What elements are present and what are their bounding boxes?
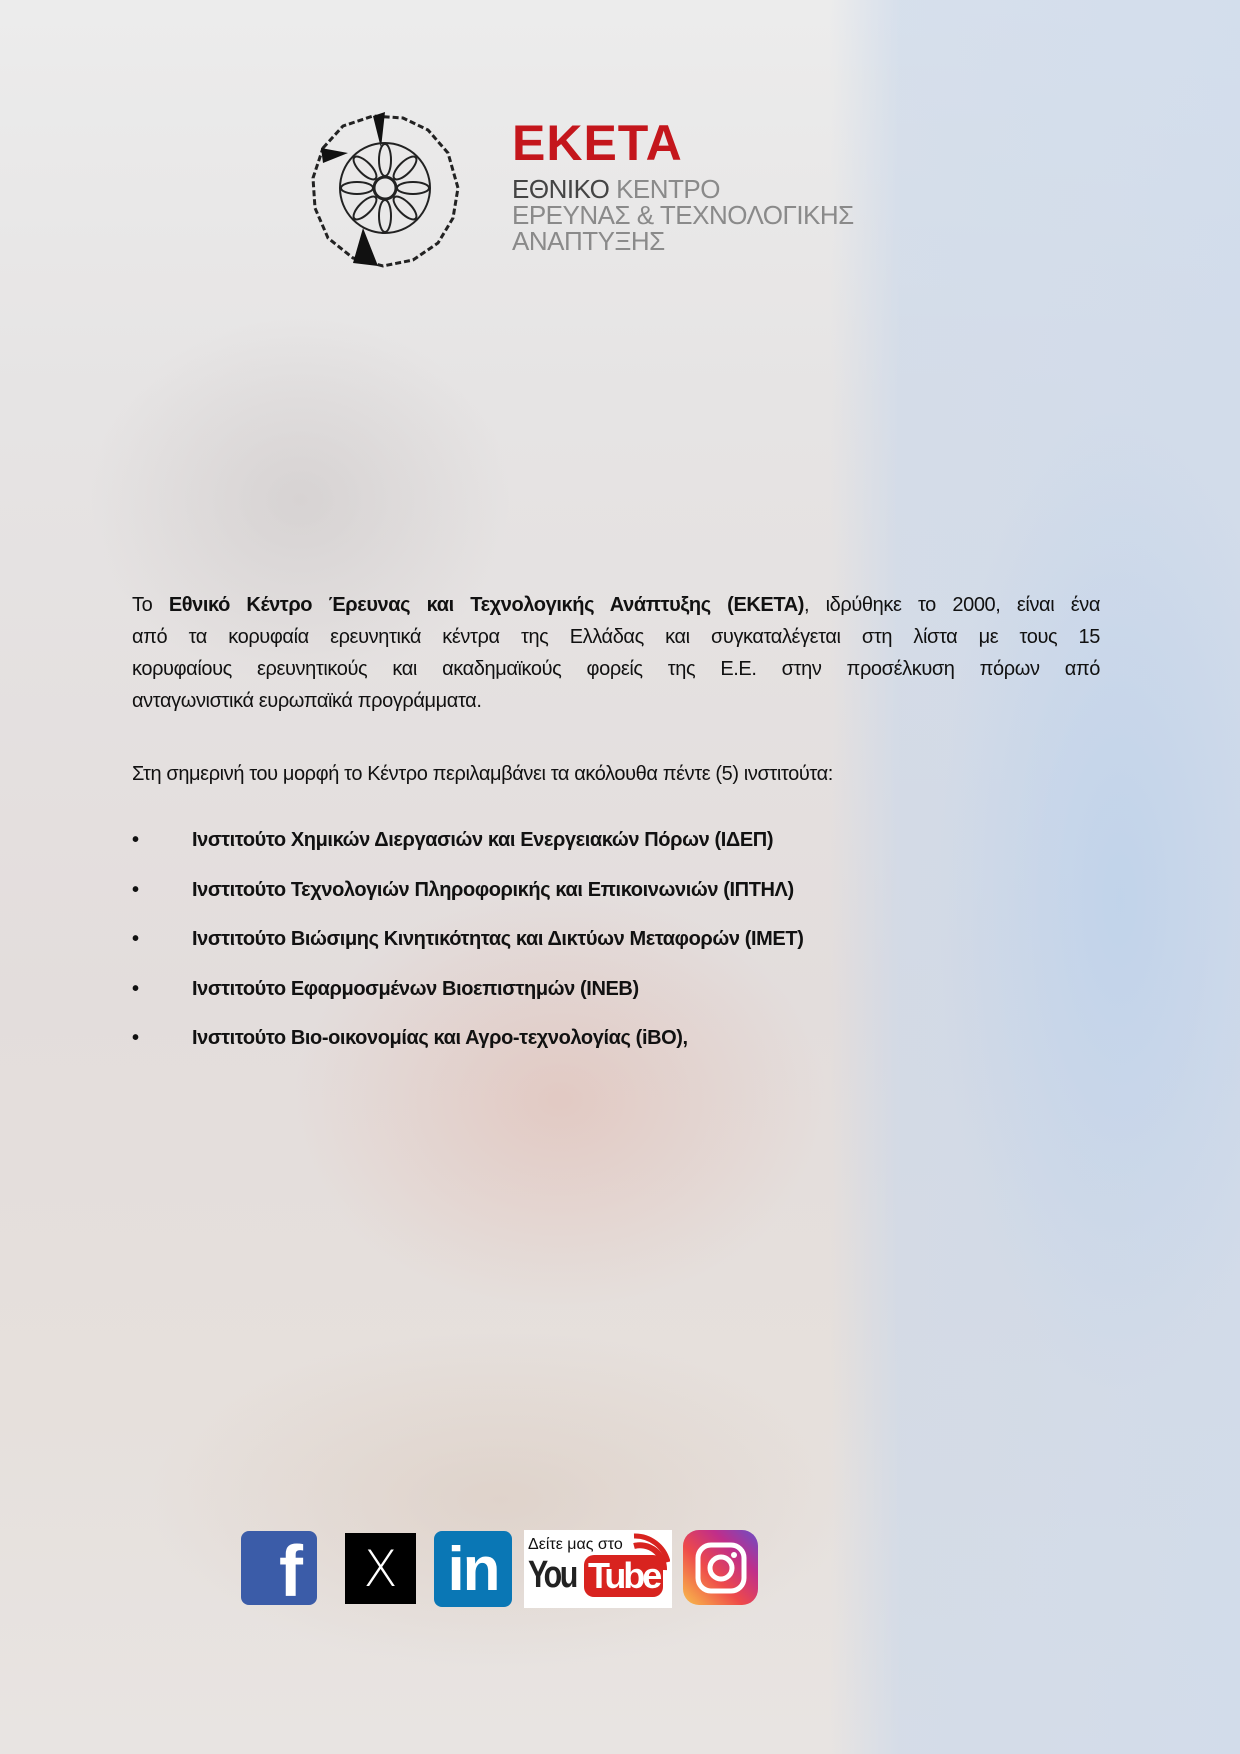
institute-name: Ινστιτούτο Τεχνολογιών Πληροφορικής και Επικοινωνιών (ΙΠΤΗΛ) (192, 878, 794, 901)
institutes-intro (132, 758, 1100, 790)
intro-line: ανταγωνιστικά ευρωπαϊκά προγράμματα. (132, 690, 482, 712)
bullet-icon: • (132, 878, 139, 901)
intro-paragraph (132, 589, 1100, 717)
list-item (132, 874, 803, 924)
institute-name: Ινστιτούτο Βιο-οικονομίας και Αγρο-τεχνολογίας (iBO), (192, 1027, 688, 1049)
intro-text: , ιδρύθηκε το 2000, είναι ένα (804, 594, 1100, 616)
bullet-icon: • (132, 928, 139, 950)
intro-text: Το (132, 594, 169, 616)
brand-wordmark (512, 115, 854, 256)
camera-glyph (695, 1542, 747, 1594)
list-item (132, 923, 803, 973)
institute-name: Ινστιτούτο Εφαρμοσμένων Βιοεπιστημών (ΙΝΕΒ) (192, 977, 639, 1000)
youtube-caption: Δείτε μας στο (528, 1536, 623, 1553)
ekea-seal-logo (303, 108, 468, 268)
social-links (0, 1528, 1240, 1612)
linkedin-icon[interactable] (434, 1531, 512, 1607)
bullet-icon: • (132, 829, 139, 851)
institute-name: Ινστιτούτο Χημικών Διεργασιών και Ενεργειακών Πόρων (ΙΔΕΠ) (192, 829, 774, 851)
institute-name: Ινστιτούτο Βιώσιμης Κινητικότητας και Δικτύων Μεταφορών (ΙΜΕΤ) (192, 928, 804, 950)
intro-line: από τα κορυφαία ερευνητικά κέντρα της Ελλάδας και συγκαταλέγεται στη λίστα με τους 15 (132, 626, 1100, 648)
bullet-icon: • (132, 977, 139, 1000)
intro-bold-name: Εθνικό Κέντρο Έρευνας και Τεχνολογικής Ανάπτυξης (ΕΚΕΤΑ) (168, 594, 805, 616)
institutes-list (132, 824, 803, 1072)
brand-line2: ΕΡΕΥΝΑΣ & ΤΕΧΝΟΛΟΓΙΚΗΣ (512, 200, 854, 230)
brand-line3: ΑΝΑΠΤΥΞΗΣ (512, 226, 665, 256)
linkedin-glyph: in (447, 1534, 499, 1604)
x-twitter-icon[interactable] (345, 1533, 416, 1604)
youtube-tube: Tube (584, 1555, 663, 1597)
brand-line1-bold: ΕΘΝΙΚΟ (512, 174, 610, 204)
list-item (132, 973, 803, 1023)
list-item (132, 1022, 803, 1072)
list-item (132, 824, 803, 874)
youtube-you: You (528, 1554, 576, 1596)
facebook-glyph: f (279, 1532, 303, 1612)
instagram-icon[interactable] (683, 1530, 758, 1605)
broadcast-icon (630, 1532, 670, 1572)
bullet-icon: • (132, 1027, 139, 1049)
youtube-icon[interactable] (524, 1530, 672, 1608)
institutes-intro-text: Στη σημερινή του μορφή το Κέντρο περιλαμβάνει τα ακόλουθα πέντε (5) ινστιτούτα: (132, 763, 833, 785)
facebook-icon[interactable] (241, 1531, 317, 1612)
brand-line1: ΚΕΝΤΡΟ (609, 174, 720, 204)
x-glyph: X (363, 1539, 398, 1598)
brand-title: ΕΚΕΤΑ (512, 115, 683, 171)
intro-line: κορυφαίους ερευνητικούς και ακαδημαϊκούς φορείς της Ε.Ε. στην προσέλκυση πόρων από (132, 658, 1100, 680)
